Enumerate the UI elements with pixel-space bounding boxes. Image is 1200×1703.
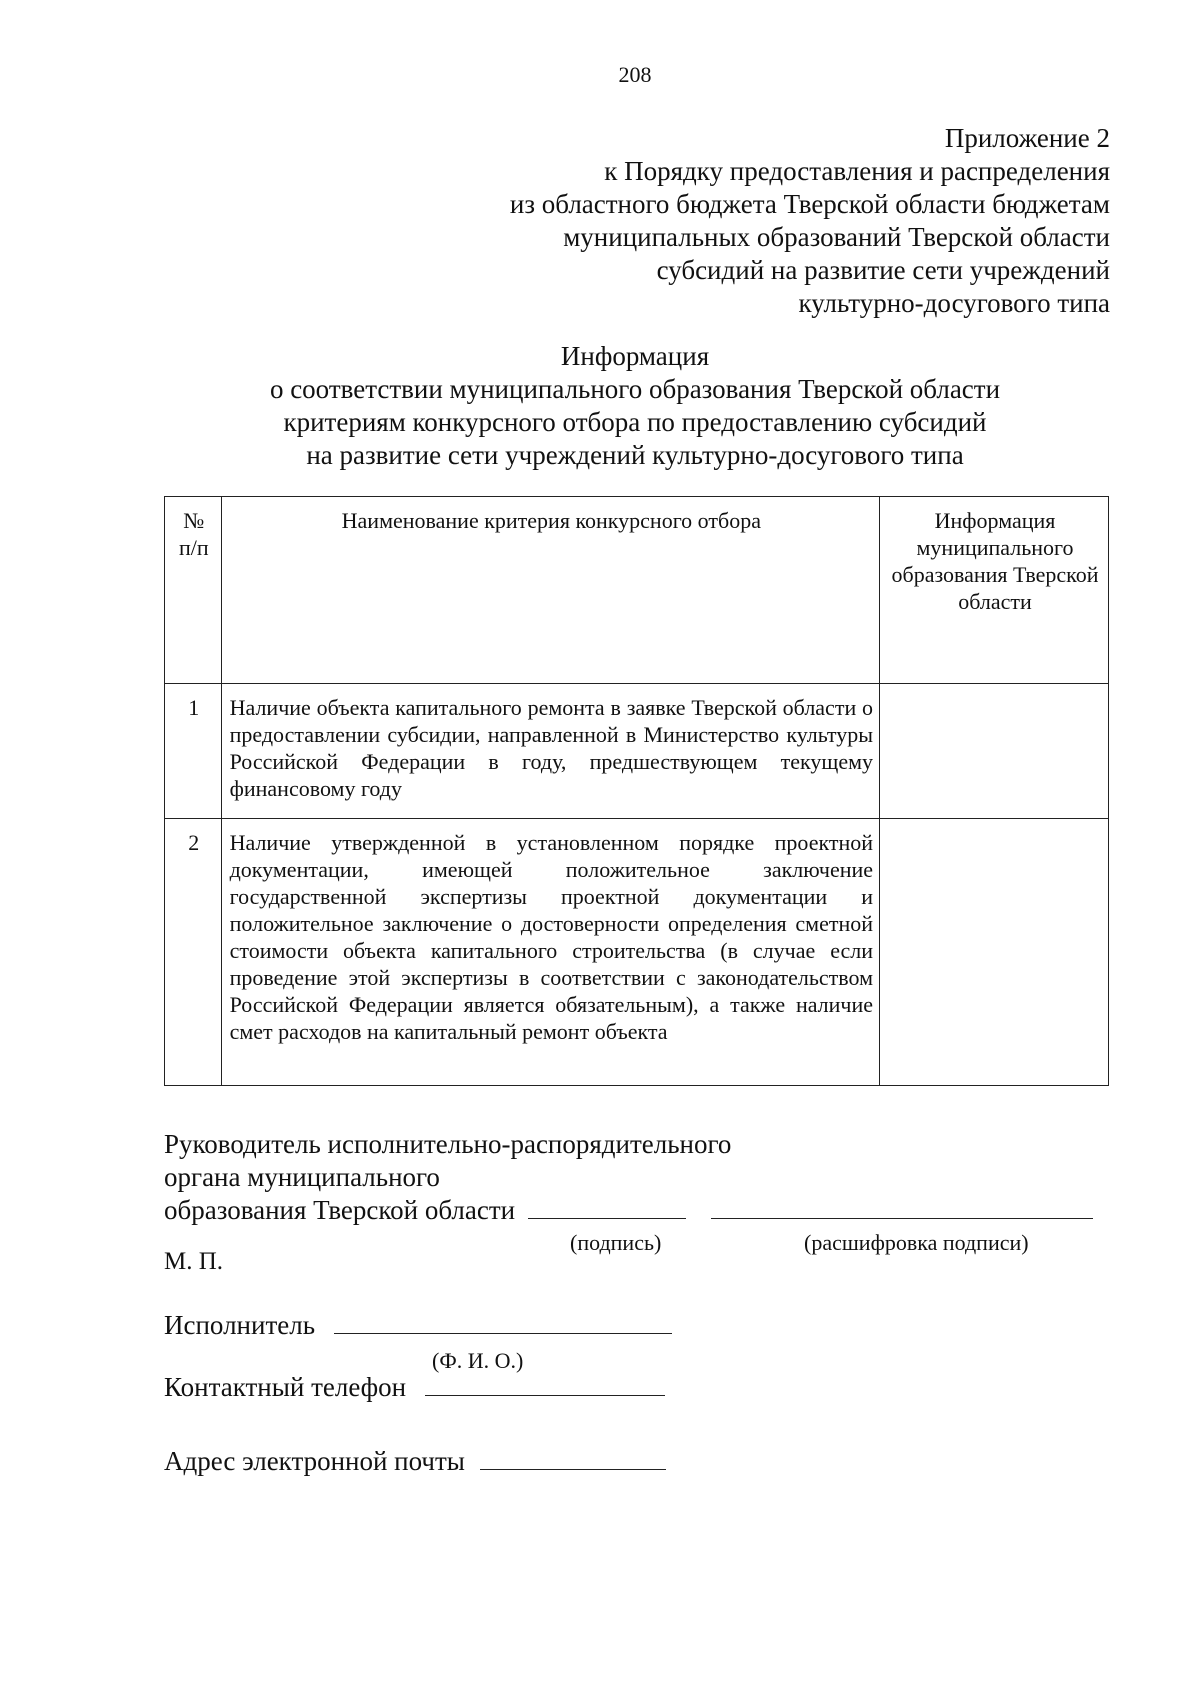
header-criterion-name: Наименование критерия конкурсного отбора [221,497,879,684]
title-line: о соответствии муниципального образования Тверской области [269,374,1001,404]
stamp-label: М. П. [164,1248,224,1275]
title-line: Информация [560,341,710,371]
signature-block [164,1128,1124,1255]
appendix-line: субсидий на развитие сети учреждений [656,255,1110,285]
signature-title-line: Руководитель исполнительно-распорядительного [164,1129,732,1159]
appendix-line: муниципальных образований Тверской области [563,222,1110,252]
title-line: на развитие сети учреждений культурно-досугового типа [306,440,964,470]
appendix-line: Приложение 2 [944,123,1110,153]
header-number: № п/п [165,497,222,684]
email-block [164,1446,666,1477]
document-title [170,340,1100,472]
phone-label: Контактный телефон [164,1372,407,1402]
header-municipal-info: Информация муниципального образования Тверской области [880,497,1109,684]
title-line: критериям конкурсного отбора по предоставлению субсидий [283,407,987,437]
signature-decode-caption: (расшифровка подписи) [804,1230,1029,1255]
signature-caption: (подпись) [570,1230,662,1255]
table-row [165,684,1109,819]
phone-block [164,1372,665,1403]
executor-name-field[interactable] [334,1333,672,1334]
row-info-cell[interactable] [880,819,1109,1086]
signature-field[interactable] [528,1218,686,1219]
signature-decode-field[interactable] [711,1218,1093,1219]
appendix-header [350,122,1110,320]
signature-title-text: образования Тверской области [164,1195,516,1225]
table-row [165,819,1109,1086]
table-header-row [165,497,1109,684]
executor-label: Исполнитель [164,1310,316,1340]
appendix-line: к Порядку предоставления и распределения [604,156,1110,186]
executor-block [164,1310,672,1373]
row-number: 1 [165,684,222,819]
executor-caption: (Ф. И. О.) [432,1348,524,1373]
signature-title-line: органа муниципального [164,1162,440,1192]
row-info-cell[interactable] [880,684,1109,819]
row-number: 2 [165,819,222,1086]
appendix-line: культурно-досугового типа [798,288,1110,318]
email-label: Адрес электронной почты [164,1446,465,1476]
criteria-table [164,496,1109,1086]
signature-title-line [164,1194,1124,1227]
appendix-line: из областного бюджета Тверской области бюджетам [509,189,1110,219]
email-field[interactable] [480,1469,666,1470]
row-criterion-text: Наличие объекта капитального ремонта в заявке Тверской области о предоставлении субсидии, направленной в Министерство культуры Российской Федерации в году, предшествующем текущему финансовому году [221,684,879,819]
page-number: 208 [618,62,652,87]
phone-field[interactable] [425,1395,665,1396]
row-criterion-text: Наличие утвержденной в установленном порядке проектной документации, имеющей положительное заключение государственной экспертизы проектной документации и положительное заключение о достоверности определения сметной стоимости объекта капитального строительства (в случае если проведение этой экспертизы в соответствии с законодательством Российской Федерации является обязательным), а также наличие смет расходов на капитальный ремонт объекта [221,819,879,1086]
